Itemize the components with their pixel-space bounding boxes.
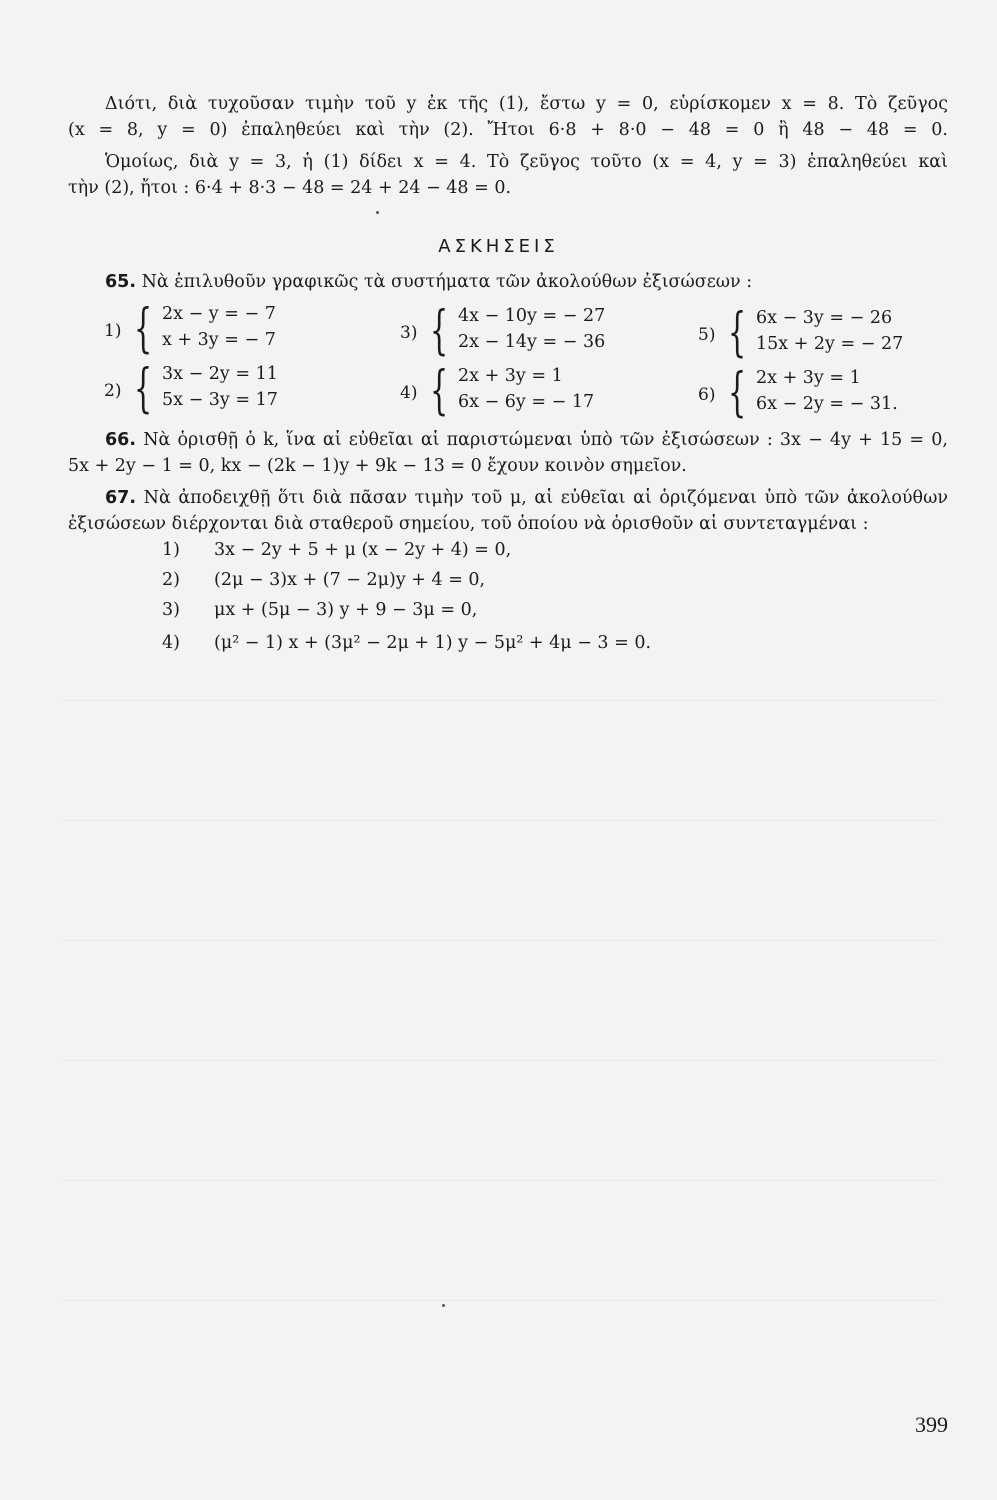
exercise-67-item-3 [162, 600, 477, 620]
system-label: 2) [104, 381, 122, 401]
item-label: 3) [162, 600, 180, 620]
speck-mark [376, 211, 379, 214]
brace-icon: { [728, 363, 747, 423]
system-equation-1: 2x + 3y = 1 [458, 366, 563, 386]
system-equation-1: 3x − 2y = 11 [162, 364, 278, 384]
system-equation-2: x + 3y = − 7 [162, 330, 276, 350]
exercise-66-line-2: 5x + 2y − 1 = 0, kx − (2k − 1)y + 9k − 13 = 0 ἔχουν κοινὸν σημεῖον. [68, 456, 687, 476]
system-equation-1: 6x − 3y = − 26 [756, 308, 893, 328]
system-equation-1: 2x + 3y = 1 [756, 368, 861, 388]
bleed-through-line [60, 820, 940, 821]
exercise-67-line-1 [105, 486, 948, 510]
brace-icon: { [134, 359, 153, 419]
exercise-66-line-1 [105, 428, 948, 452]
bleed-through-line [60, 700, 940, 701]
intro-line-2: (x = 8, y = 0) ἐπαληθεύει καὶ τὴν (2). Ἤτοι 6·8 + 8·0 − 48 = 0 ἢ 48 − 48 = 0. [68, 120, 948, 140]
brace-icon: { [430, 301, 449, 361]
section-heading: ΑΣΚΗΣΕΙΣ [438, 236, 559, 257]
brace-icon: { [430, 361, 449, 421]
system-equation-2: 15x + 2y = − 27 [756, 334, 904, 354]
exercise-67-text: Νὰ ἀποδειχθῇ ὅτι διὰ πᾶσαν τιμὴν τοῦ μ, αἱ εὐθεῖαι αἱ ὁριζόμεναι ὑπὸ τῶν ἀκολούθων [143, 488, 948, 508]
exercise-65-statement [105, 270, 948, 294]
system-equation-2: 6x − 2y = − 31. [756, 394, 898, 414]
exercise-66-text: Νὰ ὁρισθῇ ὁ k, ἵνα αἱ εὐθεῖαι αἱ παριστώμεναι ὑπὸ τῶν ἐξισώσεων : 3x − 4y + 15 = 0, [143, 430, 948, 450]
brace-icon: { [728, 303, 747, 363]
item-label: 1) [162, 540, 180, 560]
brace-icon: { [134, 299, 153, 359]
exercise-67-number: 67. [105, 488, 137, 508]
system-label: 3) [400, 323, 418, 343]
exercise-67-item-1 [162, 540, 511, 560]
intro-line-1: Διότι, διὰ τυχοῦσαν τιμὴν τοῦ y ἐκ τῆς (1), ἔστω y = 0, εὑρίσκομεν x = 8. Τὸ ζεῦγος [105, 94, 948, 114]
item-equation: (2μ − 3)x + (7 − 2μ)y + 4 = 0, [214, 570, 486, 590]
bleed-through-line [60, 1300, 940, 1301]
system-equation-2: 6x − 6y = − 17 [458, 392, 595, 412]
item-equation: 3x − 2y + 5 + μ (x − 2y + 4) = 0, [214, 540, 512, 560]
system-equation-1: 2x − y = − 7 [162, 304, 276, 324]
intro-line-3: Ὁμοίως, διὰ y = 3, ἡ (1) δίδει x = 4. Τὸ ζεῦγος τοῦτο (x = 4, y = 3) ἐπαληθεύει καὶ [105, 152, 948, 172]
speck-mark [442, 1304, 445, 1307]
exercise-65-text: Νὰ ἐπιλυθοῦν γραφικῶς τὰ συστήματα τῶν ἀκολούθων ἐξισώσεων : [141, 272, 753, 292]
system-equation-1: 4x − 10y = − 27 [458, 306, 606, 326]
item-equation: (μ² − 1) x + (3μ² − 2μ + 1) y − 5μ² + 4μ − 3 = 0. [214, 633, 652, 653]
system-label: 4) [400, 383, 418, 403]
exercise-65-number: 65. [105, 272, 137, 292]
bleed-through-line [60, 940, 940, 941]
item-label: 2) [162, 570, 180, 590]
exercise-67-item-4 [162, 633, 651, 653]
bleed-through-line [60, 1060, 940, 1061]
system-equation-2: 5x − 3y = 17 [162, 390, 278, 410]
exercise-67-line-2: ἐξισώσεων διέρχονται διὰ σταθεροῦ σημείου, τοῦ ὁποίου νὰ ὁρισθοῦν αἱ συντεταγμέναι : [68, 514, 869, 534]
intro-line-4: τὴν (2), ἤτοι : 6·4 + 8·3 − 48 = 24 + 24 − 48 = 0. [68, 178, 512, 198]
exercise-67-item-2 [162, 570, 485, 590]
exercise-66-number: 66. [105, 430, 137, 450]
system-label: 1) [104, 321, 122, 341]
system-equation-2: 2x − 14y = − 36 [458, 332, 606, 352]
bleed-through-line [60, 1180, 940, 1181]
item-label: 4) [162, 633, 180, 653]
item-equation: μx + (5μ − 3) y + 9 − 3μ = 0, [214, 600, 478, 620]
system-label: 5) [698, 325, 716, 345]
page-number: 399 [915, 1412, 948, 1437]
system-label: 6) [698, 385, 716, 405]
